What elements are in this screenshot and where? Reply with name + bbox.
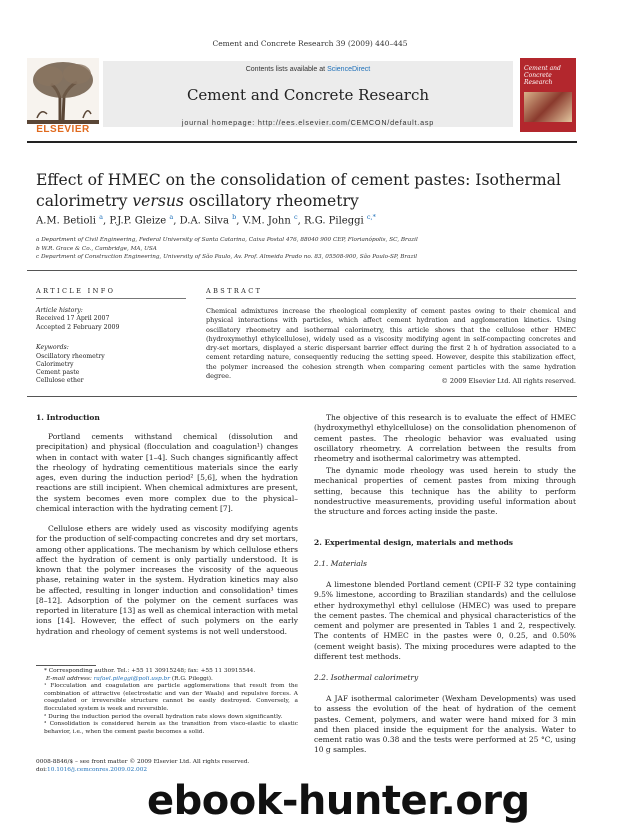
- author-list: A.M. Betioli $^a$, P.J.P. Gleize $^a$, D.A. Silva $^b$, V.M. John $^c$, R.G. Pileggi $^{c,*}$: [36, 213, 376, 227]
- author: A.M. Betioli: [36, 215, 96, 227]
- abstract-text: Chemical admixtures increase the rheological complexity of cement pastes owing to their chemical and physical interactions with particles, which affect cement hydration and agglomeration kinetics. Using oscillatory rheometry and isothermal calorimetry, this article shows that the cellulose ether HMEC (hydroxymethyl ethylcellulose), widely used as a viscosity modifying agent in self-compacting concretes and dry-set mortars, displayed a steric dispersant barrier effect during the first 2 h of hydration associated to a cement retarding nature, consequently reducing the setting speed. However, despite this stabilization effect, the polymer increased the cohesion strength when comparing cement particles with the same hydration degree.: [206, 307, 576, 381]
- title-end: oscillatory rheometry: [183, 192, 359, 210]
- affiliation: b W.R. Grace & Co., Cambridge, MA, USA: [36, 245, 157, 252]
- subsection-heading-calorimetry: 2.2. Isothermal calorimetry: [314, 673, 419, 682]
- header-rule: [27, 141, 577, 143]
- doi-prefix: doi:: [36, 767, 48, 773]
- accepted-date: Accepted 2 February 2009: [36, 324, 120, 331]
- journal-cover-thumbnail: [520, 58, 576, 132]
- watermark-text: ebook-hunter.org: [147, 778, 530, 824]
- issn-line: 0008-8846/$ – see front matter © 2009 Elsevier Ltd. All rights reserved.: [36, 759, 250, 765]
- copyright-line: © 2009 Elsevier Ltd. All rights reserved.: [441, 377, 576, 385]
- subsection-heading-materials: 2.1. Materials: [314, 559, 368, 568]
- author-affil-marker[interactable]: b: [232, 213, 237, 221]
- author: D.A. Silva: [179, 215, 229, 227]
- author-affil-marker[interactable]: c,*: [366, 213, 376, 221]
- author-affil-marker[interactable]: a: [169, 213, 174, 221]
- affiliation: a Department of Civil Engineering, Federal University of Santa Catarina, Caixa Postal 476, 88040 900 CEP, Florianópolis, SC, Brazil: [36, 237, 418, 243]
- journal-title: Cement and Concrete Research: [186, 86, 430, 104]
- email-link[interactable]: rafael.pileggi@poli.usp.br: [93, 675, 171, 682]
- running-header: Cement and Concrete Research 39 (2009) 440–445: [212, 39, 408, 48]
- author: P.J.P. Gleize: [109, 215, 167, 227]
- affiliation: c Department of Construction Engineering, University of São Paulo, Av. Prof. Almeida Prado no. 83, 05508-900, São Paulo-SP, Brazil: [36, 254, 418, 261]
- abstract-heading: ABSTRACT: [206, 287, 263, 295]
- author-affil-marker[interactable]: a: [99, 213, 103, 221]
- keyword: Cement paste: [36, 369, 80, 376]
- author: R.G. Pileggi: [303, 215, 364, 227]
- cover-image: [524, 92, 572, 122]
- keywords-label: Keywords:: [36, 344, 69, 351]
- title-italic: versus: [132, 192, 184, 210]
- footnote-rule: [36, 665, 96, 666]
- abstract-bottom-rule: [27, 396, 577, 397]
- sciencedirect-link[interactable]: ScienceDirect: [327, 66, 371, 73]
- article-info-rule: [36, 298, 186, 299]
- abstract-rule: [206, 298, 576, 299]
- article-title: [36, 170, 581, 212]
- footnote-1: ¹ Flocculation and coagulation are particle agglomerations that result from the combination of attractive (electrostatic and van der Waals) and repulsive forces. A coagulated or irreversible structure cannot be easily destroyed. Conversely, a flocculated system is week and reversible.: [44, 683, 298, 712]
- footnote-2: ² During the induction period the overall hydration rate slows down significantly.: [44, 713, 283, 720]
- author-affil-marker[interactable]: c: [293, 213, 298, 221]
- email-suffix: (R.G. Pileggi).: [170, 675, 213, 682]
- calorimetry-paragraph: A JAF isothermal calorimeter (Wexham Developments) was used to assess the evolution of the heat of hydration of the cement pastes. Cement, polymers, and water were hand mixed for 3 min and then placed inside the equipment for the analysis. Water to cement ratio was 0.38 and the tests were performed at 25 °C, using 10 g samples.: [314, 694, 576, 755]
- publisher-name: ELSEVIER: [36, 124, 90, 135]
- elsevier-tree-logo: [27, 58, 99, 132]
- section-heading-experimental: 2. Experimental design, materials and methods: [314, 538, 514, 547]
- journal-homepage[interactable]: journal homepage: http://ees.elsevier.com/CEMCON/default.asp: [181, 118, 435, 127]
- rheology-paragraph: The dynamic mode rheology was used herein to study the mechanical properties of cement pastes from mixing through setting, because this technique has the ability to perform nondestructive measurements, providing useful information about the structure and forces acting inside the paste.: [314, 466, 576, 516]
- doi-link[interactable]: 10.1016/j.cemconres.2009.02.002: [47, 767, 148, 773]
- objective-paragraph: The objective of this research is to evaluate the effect of HMEC (hydroxymethyl ethylcellulose) on the consolidation phenomenon of cement pastes. The rheologic behavior was evaluated using oscillatory rheometry. A correlation between the results from rheometry and isothermal calorimetry was attempted.: [314, 413, 576, 463]
- section-heading-introduction: 1. Introduction: [36, 413, 100, 422]
- contents-line: [103, 66, 513, 73]
- affiliations: [36, 236, 581, 262]
- intro-paragraph-1: Portland cements withstand chemical (dissolution and precipitation) and physical (flocculation and coagulation¹) changes when in contact with water [1–4]. Such changes significantly affect the rheology of hydrating cementitious materials since the early ages, even during the induction period² [5,6], when the hydration reactions are still incipient. When chemical admixtures are present, the system becomes even more complex due to the physical–chemical interaction with the hydrating cement [7].: [36, 432, 298, 513]
- cover-title: Cement and Concrete Research: [524, 65, 561, 86]
- keyword: Calorimetry: [36, 361, 74, 368]
- received-date: Received 17 April 2007: [36, 315, 110, 322]
- affiliation-rule: [27, 270, 577, 271]
- footnote-corresponding: * Corresponding author. Tel.: +55 11 30915248; fax: +55 11 30915544.: [44, 668, 256, 674]
- doi-line: [36, 766, 296, 774]
- history-label: Article history:: [36, 307, 83, 314]
- title-main: Effect of HMEC on the consolidation of cement pastes: Isothermal calorimetry: [36, 171, 561, 210]
- keyword: Cellulose ether: [36, 377, 84, 384]
- author: V.M. John: [242, 215, 291, 227]
- contents-prefix: Contents lists available at: [245, 66, 328, 73]
- keyword: Oscillatory rheometry: [36, 353, 105, 360]
- materials-paragraph: A limestone blended Portland cement (CPII-F 32 type containing 9.5% limestone, according to Brazilian standards) and the cellulose ether hydroxymethyl ethyl cellulose (HMEC) was used to prepare the cement pastes. The chemical and physical characteristics of the cement and polymer are presented in Tables 1 and 2, respectively. The contents of HMEC in the pastes were 0, 0.25, and 0.50% (cement weight basis). The mixing procedures were adapted to the different test methods.: [314, 580, 576, 661]
- footnote-3: ³ Consolidation is considered herein as the transition from visco-elastic to elastic behavior, i.e., when the cement paste becomes a solid.: [44, 721, 298, 735]
- article-info-heading: ARTICLE INFO: [36, 287, 116, 295]
- intro-paragraph-2: Cellulose ethers are widely used as viscosity modifying agents for the production of self-compacting concretes and dry set mortars, among other applications. The mechanism by which cellulose ethers affect the hydration of cement is only partially understood. It is known that the polymer increases the viscosity of the aqueous phase, retaining water in the system. Hydration kinetics may also be affected, resulting in longer induction and consolidation³ times [8–12]. Adsorption of the polymer on the cement surfaces was reported in literature [13] as well as chemical interaction with metal ions [14]. However, the effect of such polymers on the early hydration and rheology of cement systems is not well understood.: [36, 524, 298, 636]
- footnotes: [36, 668, 298, 736]
- email-label: E-mail address:: [46, 675, 94, 682]
- issn-doi: [36, 758, 296, 774]
